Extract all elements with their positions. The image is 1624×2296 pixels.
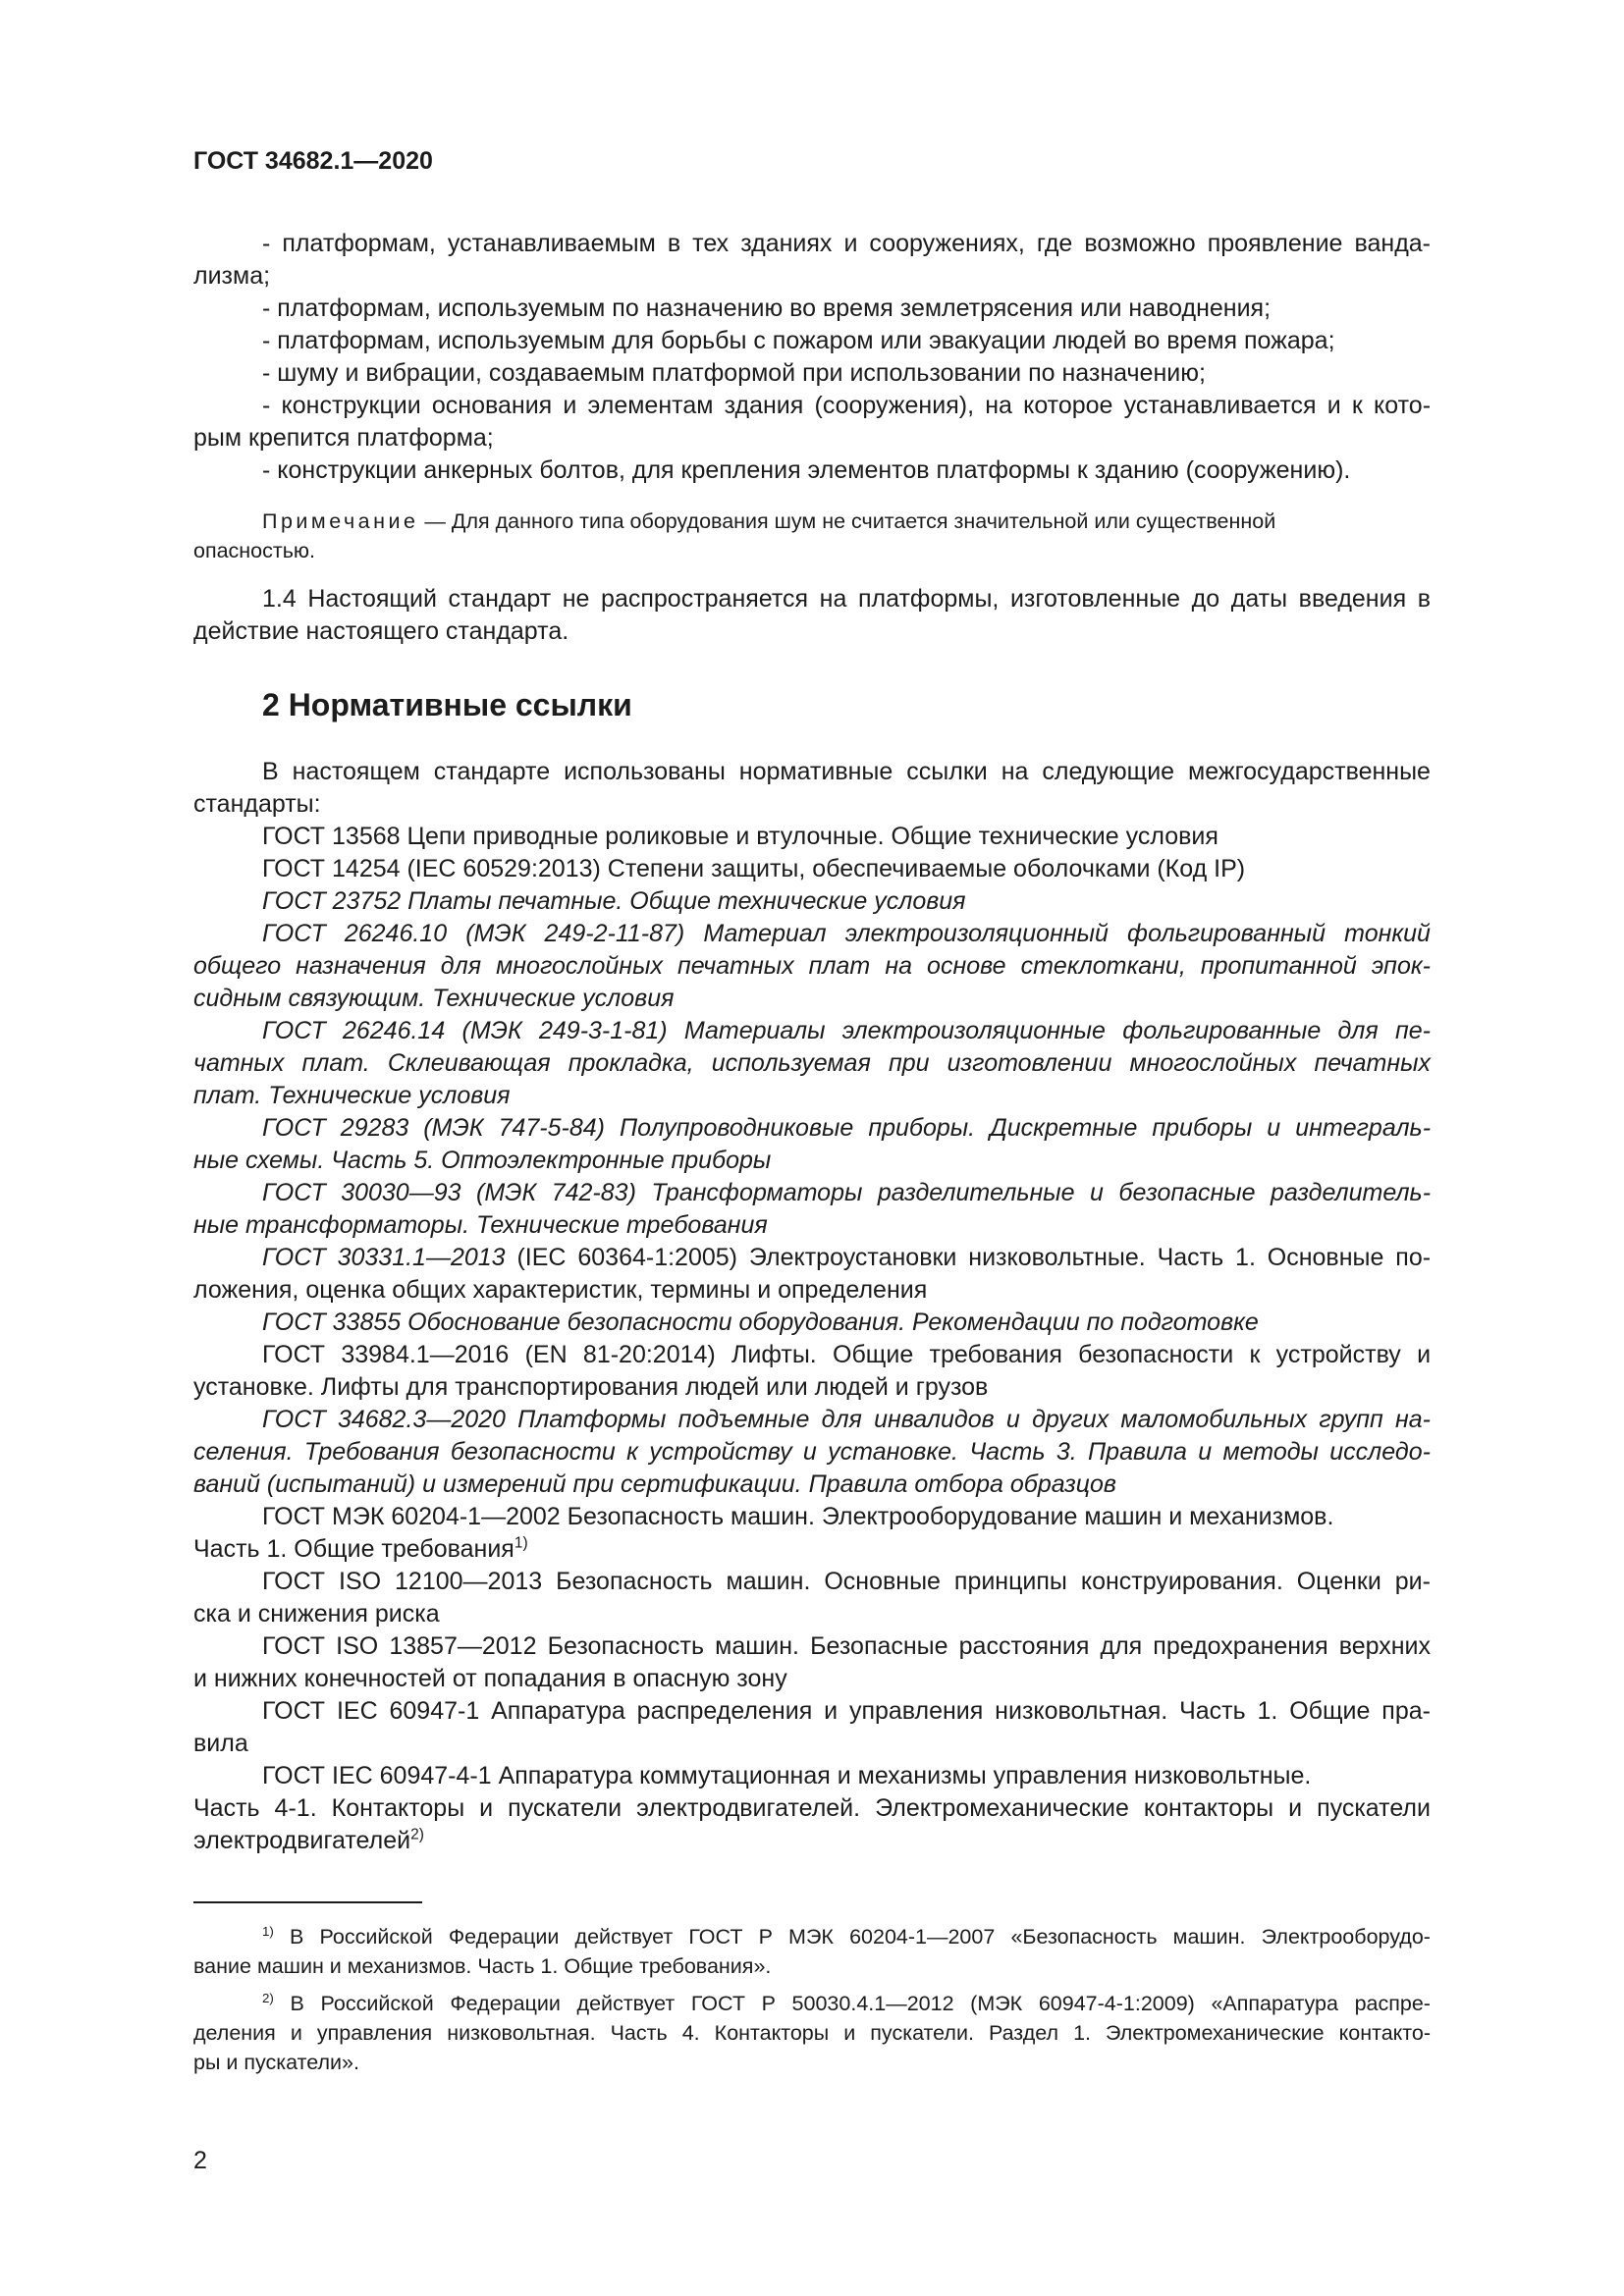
note-line-cont: опасностью. (193, 539, 316, 562)
footnote-cont: ры и пускатели». (193, 2051, 359, 2074)
reference-item-cont: сидным связующим. Технические условия (193, 985, 675, 1012)
paragraph-line: В настоящем стандарте использованы нормативные ссылки на следующие межгосударственные (262, 758, 1431, 785)
reference-item: ГОСТ 33984.1—2016 (EN 81-20:2014) Лифты. Общие требования безопасности к устройству и (262, 1341, 1432, 1368)
reference-item: ГОСТ ISO 12100—2013 Безопасность машин. Основные принципы конструирования. Оценки ри- (262, 1568, 1431, 1595)
reference-item-cont: чатных плат. Склеивающая прокладка, используемая при изготовлении многослойных печатных (193, 1049, 1432, 1077)
reference-item-cont: ваний (испытаний) и измерений при сертификации. Правила отбора образцов (193, 1470, 1116, 1498)
document-header: ГОСТ 34682.1—2020 (193, 147, 433, 175)
footnote-mark: 2) (262, 1991, 274, 2006)
reference-text: (IEC 60364-1:2005) Электроустановки низковольтные. Часть 1. Основные по- (505, 1244, 1432, 1271)
footnote (262, 1922, 1431, 1951)
footnote (262, 1989, 1431, 2018)
reference-item: ГОСТ 23752 Платы печатные. Общие технические условия (262, 887, 966, 915)
reference-item: ГОСТ IEC 60947-1 Аппаратура распределения и управления низковольтная. Часть 1. Общие пра- (262, 1697, 1431, 1725)
paragraph-line: стандарты: (193, 790, 321, 818)
reference-code: ГОСТ 30331.1—2013 (262, 1244, 506, 1271)
note-label: Примечание (262, 509, 419, 533)
reference-item-cont: общего назначения для многослойных печатных плат на основе стеклоткани, пропитанной эпок- (193, 952, 1431, 980)
list-item-cont: рым крепится платформа; (193, 424, 494, 452)
reference-item-cont: ные трансформаторы. Технические требования (193, 1211, 768, 1239)
reference-item-cont: вила (193, 1730, 248, 1757)
reference-item: ГОСТ 30030—93 (МЭК 742-83) Трансформаторы разделительные и безопасные разделитель- (262, 1179, 1432, 1206)
note-text: — Для данного типа оборудования шум не считается значительной или существенной (418, 509, 1276, 533)
footnote-mark: 1) (262, 1924, 274, 1940)
section-title: 2 Нормативные ссылки (262, 687, 632, 722)
reference-item: ГОСТ IEC 60947-4-1 Аппаратура коммутационная и механизмы управления низковольтные. (262, 1762, 1312, 1789)
paragraph-line: действие настоящего стандарта. (193, 617, 569, 645)
reference-item: ГОСТ 26246.10 (МЭК 249-2-11-87) Материал электроизоляционный фольгированный тонкий (262, 920, 1431, 947)
note-line (262, 507, 1275, 536)
reference-item-cont: установке. Лифты для транспортирования людей или людей и грузов (193, 1373, 989, 1401)
list-item: - платформам, устанавливаемым в тех зданиях и сооружениях, где возможно проявление ванда- (262, 230, 1432, 257)
list-item: - платформам, используемым для борьбы с пожаром или эвакуации людей во время пожара; (262, 327, 1335, 354)
footnote-separator (193, 1901, 422, 1903)
footnote-cont: деления и управления низковольтная. Часть 4. Контакторы и пускатели. Раздел 1. Электромеханические контакто- (193, 2021, 1432, 2045)
paragraph-line: 1.4 Настоящий стандарт не распространяется на платформы, изготовленные до даты введения в (262, 585, 1431, 613)
reference-item: ГОСТ 34682.3—2020 Платформы подъемные для инвалидов и других маломобильных групп на- (262, 1406, 1431, 1433)
reference-item: ГОСТ 14254 (IEC 60529:2013) Степени защиты, обеспечиваемые оболочками (Код IP) (262, 855, 1246, 882)
reference-item: ГОСТ 13568 Цепи приводные роликовые и втулочные. Общие технические условия (262, 823, 1218, 850)
list-item-cont: лизма; (193, 262, 271, 290)
reference-text: Часть 1. Общие требования (193, 1535, 514, 1563)
footnote-ref-1: 1) (514, 1534, 528, 1552)
footnote-text: В Российской Федерации действует ГОСТ Р 50030.4.1—2012 (МЭК 60947-4-1:2009) «Аппаратура распре- (273, 1992, 1431, 2015)
reference-item-cont: ные схемы. Часть 5. Оптоэлектронные приборы (193, 1147, 772, 1174)
page-number: 2 (193, 2147, 207, 2174)
list-item: - конструкции анкерных болтов, для крепления элементов платформы к зданию (сооружению). (262, 456, 1351, 484)
reference-item-cont (193, 1825, 424, 1857)
footnote-text: В Российской Федерации действует ГОСТ Р МЭК 60204-1—2007 «Безопасность машин. Электрооборудо- (273, 1925, 1431, 1949)
footnote-cont: вание машин и механизмов. Часть 1. Общие требования». (193, 1954, 772, 1978)
reference-item: ГОСТ МЭК 60204-1—2002 Безопасность машин. Электрооборудование машин и механизмов. (262, 1503, 1334, 1530)
reference-item-cont: селения. Требования безопасности к устройству и установке. Часть 3. Правила и методы исследо- (193, 1438, 1431, 1466)
reference-item-cont: и нижних конечностей от попадания в опасную зону (193, 1665, 787, 1692)
reference-item-cont: плат. Технические условия (193, 1082, 511, 1109)
list-item: - шуму и вибрации, создаваемым платформой при использовании по назначению; (262, 359, 1206, 387)
reference-item-cont: Часть 4-1. Контакторы и пускатели электродвигателей. Электромеханические контакторы и пускатели (193, 1794, 1431, 1822)
reference-item: ГОСТ 26246.14 (МЭК 249-3-1-81) Материалы электроизоляционные фольгированные для пе- (262, 1017, 1431, 1044)
reference-item-cont (193, 1533, 528, 1566)
reference-item: ГОСТ ISO 13857—2012 Безопасность машин. Безопасные расстояния для предохранения верхних (262, 1632, 1432, 1660)
reference-item: ГОСТ 33855 Обоснование безопасности оборудования. Рекомендации по подготовке (262, 1308, 1259, 1336)
reference-item-cont: ложения, оценка общих характеристик, термины и определения (193, 1276, 928, 1304)
list-item: - конструкции основания и элементам здания (сооружения), на которое устанавливается и к кото- (262, 392, 1432, 419)
list-item: - платформам, используемым по назначению во время землетрясения или наводнения; (262, 294, 1272, 322)
reference-item: ГОСТ 29283 (МЭК 747-5-84) Полупроводниковые приборы. Дискретные приборы и интеграль- (262, 1114, 1432, 1142)
reference-text: электродвигателей (193, 1827, 411, 1854)
reference-item-cont: ска и снижения риска (193, 1600, 440, 1628)
footnote-ref-2: 2) (410, 1826, 424, 1843)
reference-item (262, 1242, 1431, 1274)
